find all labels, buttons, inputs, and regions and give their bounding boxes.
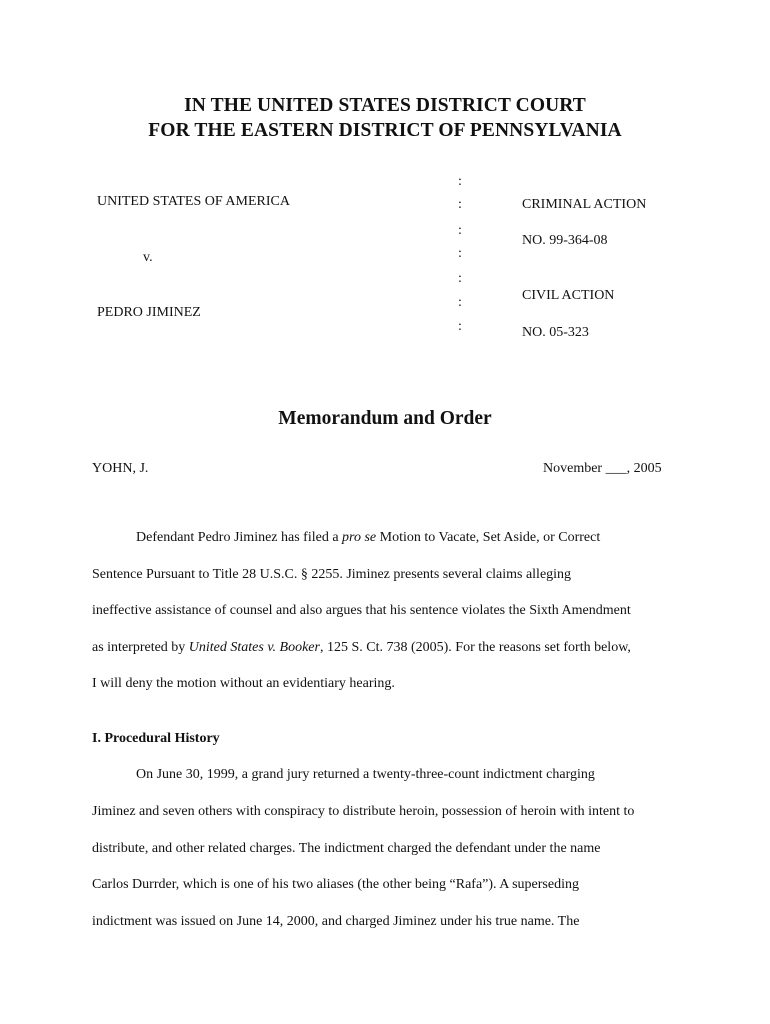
caption-separator: : bbox=[458, 223, 462, 238]
caption-separator: : bbox=[458, 271, 462, 286]
case-citation: United States v. Booker bbox=[188, 640, 320, 655]
caption-separator: : bbox=[458, 197, 462, 212]
intro-line-4-text-end: , 125 S. Ct. 738 (2005). For the reasons set forth below, bbox=[319, 640, 631, 655]
caption-versus: v. bbox=[143, 250, 153, 265]
criminal-action-label: CRIMINAL ACTION bbox=[522, 197, 647, 212]
caption-separator: : bbox=[458, 319, 462, 334]
caption-plaintiff: UNITED STATES OF AMERICA bbox=[97, 194, 290, 209]
caption-defendant: PEDRO JIMINEZ bbox=[97, 305, 201, 320]
section1-line-2: Jiminez and seven others with conspiracy to distribute heroin, possession of heroin with intent to bbox=[92, 804, 635, 819]
order-date: November ___, 2005 bbox=[543, 461, 662, 476]
court-title-line-2: FOR THE EASTERN DISTRICT OF PENNSYLVANIA bbox=[148, 120, 622, 141]
intro-line-4 bbox=[92, 639, 631, 657]
court-title-line-1: IN THE UNITED STATES DISTRICT COURT bbox=[184, 95, 586, 116]
criminal-action-number: NO. 99-364-08 bbox=[522, 233, 608, 248]
section1-line-4: Carlos Durrder, which is one of his two aliases (the other being “Rafa”). A superseding bbox=[92, 877, 579, 892]
intro-line-1-emphasis: pro se bbox=[342, 530, 377, 545]
caption-separator: : bbox=[458, 174, 462, 189]
section-heading-procedural-history: I. Procedural History bbox=[92, 731, 220, 746]
intro-line-1 bbox=[136, 529, 600, 547]
section1-line-3: distribute, and other related charges. The indictment charged the defendant under the name bbox=[92, 841, 601, 856]
judge-name: YOHN, J. bbox=[92, 461, 149, 476]
intro-line-2: Sentence Pursuant to Title 28 U.S.C. § 2255. Jiminez presents several claims alleging bbox=[92, 567, 572, 582]
intro-line-1-text: Defendant Pedro Jiminez has filed a bbox=[136, 530, 343, 545]
memorandum-title: Memorandum and Order bbox=[278, 408, 492, 429]
caption-separator: : bbox=[458, 246, 462, 261]
intro-line-4-text: as interpreted by bbox=[92, 640, 189, 655]
intro-line-1-text-end: Motion to Vacate, Set Aside, or Correct bbox=[376, 530, 601, 545]
civil-action-label: CIVIL ACTION bbox=[522, 288, 615, 303]
intro-line-3: ineffective assistance of counsel and also argues that his sentence violates the Sixth Amendment bbox=[92, 603, 631, 618]
civil-action-number: NO. 05-323 bbox=[522, 325, 589, 340]
caption-separator: : bbox=[458, 295, 462, 310]
section1-line-5: indictment was issued on June 14, 2000, and charged Jiminez under his true name. The bbox=[92, 914, 580, 929]
section1-line-1: On June 30, 1999, a grand jury returned a twenty-three-count indictment charging bbox=[136, 767, 595, 782]
intro-line-5: I will deny the motion without an evidentiary hearing. bbox=[92, 676, 395, 691]
